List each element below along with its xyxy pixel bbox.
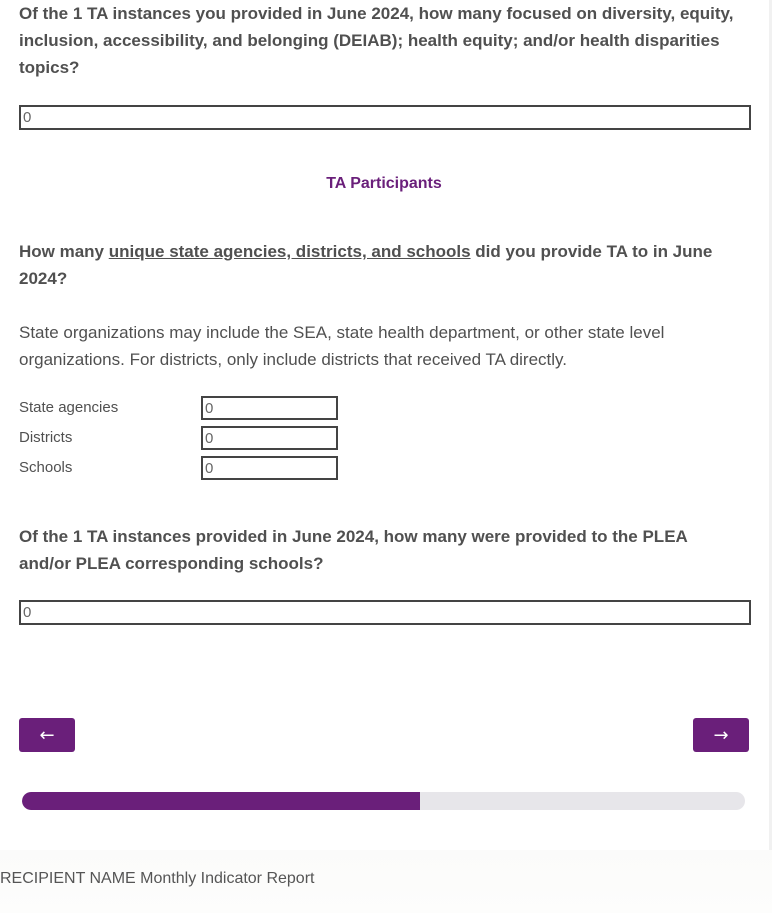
question-plea: Of the 1 TA instances provided in June 2024, how many were provided to the PLEA and/or PLEA corresponding schools? [19,527,688,573]
schools-input[interactable] [201,456,338,480]
question-underlined: unique state agencies, districts, and schools [108,242,471,261]
question-deiab: Of the 1 TA instances you provided in June 2024, how many focused on diversity, equity, inclusion, accessibility, and belonging (DEIAB); health equity; and/or health disparities topics? [19,4,734,77]
question-prefix: How many [19,242,109,261]
plea-count-input[interactable] [19,600,751,625]
districts-label: Districts [19,429,73,446]
schools-label: Schools [19,459,73,476]
footer [0,850,772,913]
question-suffix: did you provide TA to in June 2024? [19,242,713,288]
districts-input[interactable] [201,426,338,450]
deiab-count-input[interactable] [19,105,751,130]
state-agencies-input[interactable] [201,396,338,420]
state-agencies-label: State agencies [19,399,119,416]
next-button[interactable]: → [693,718,749,752]
footer-title: RECIPIENT NAME Monthly Indicator Report [0,870,315,887]
progress-fill [22,792,420,810]
question-unique-orgs [19,238,739,292]
progress-bar [22,792,745,810]
previous-button[interactable]: ← [19,718,75,752]
question-help-text: State organizations may include the SEA, state health department, or other state level organizations. For districts, only include districts that received TA directly. [19,323,665,369]
section-heading: TA Participants [326,175,442,192]
